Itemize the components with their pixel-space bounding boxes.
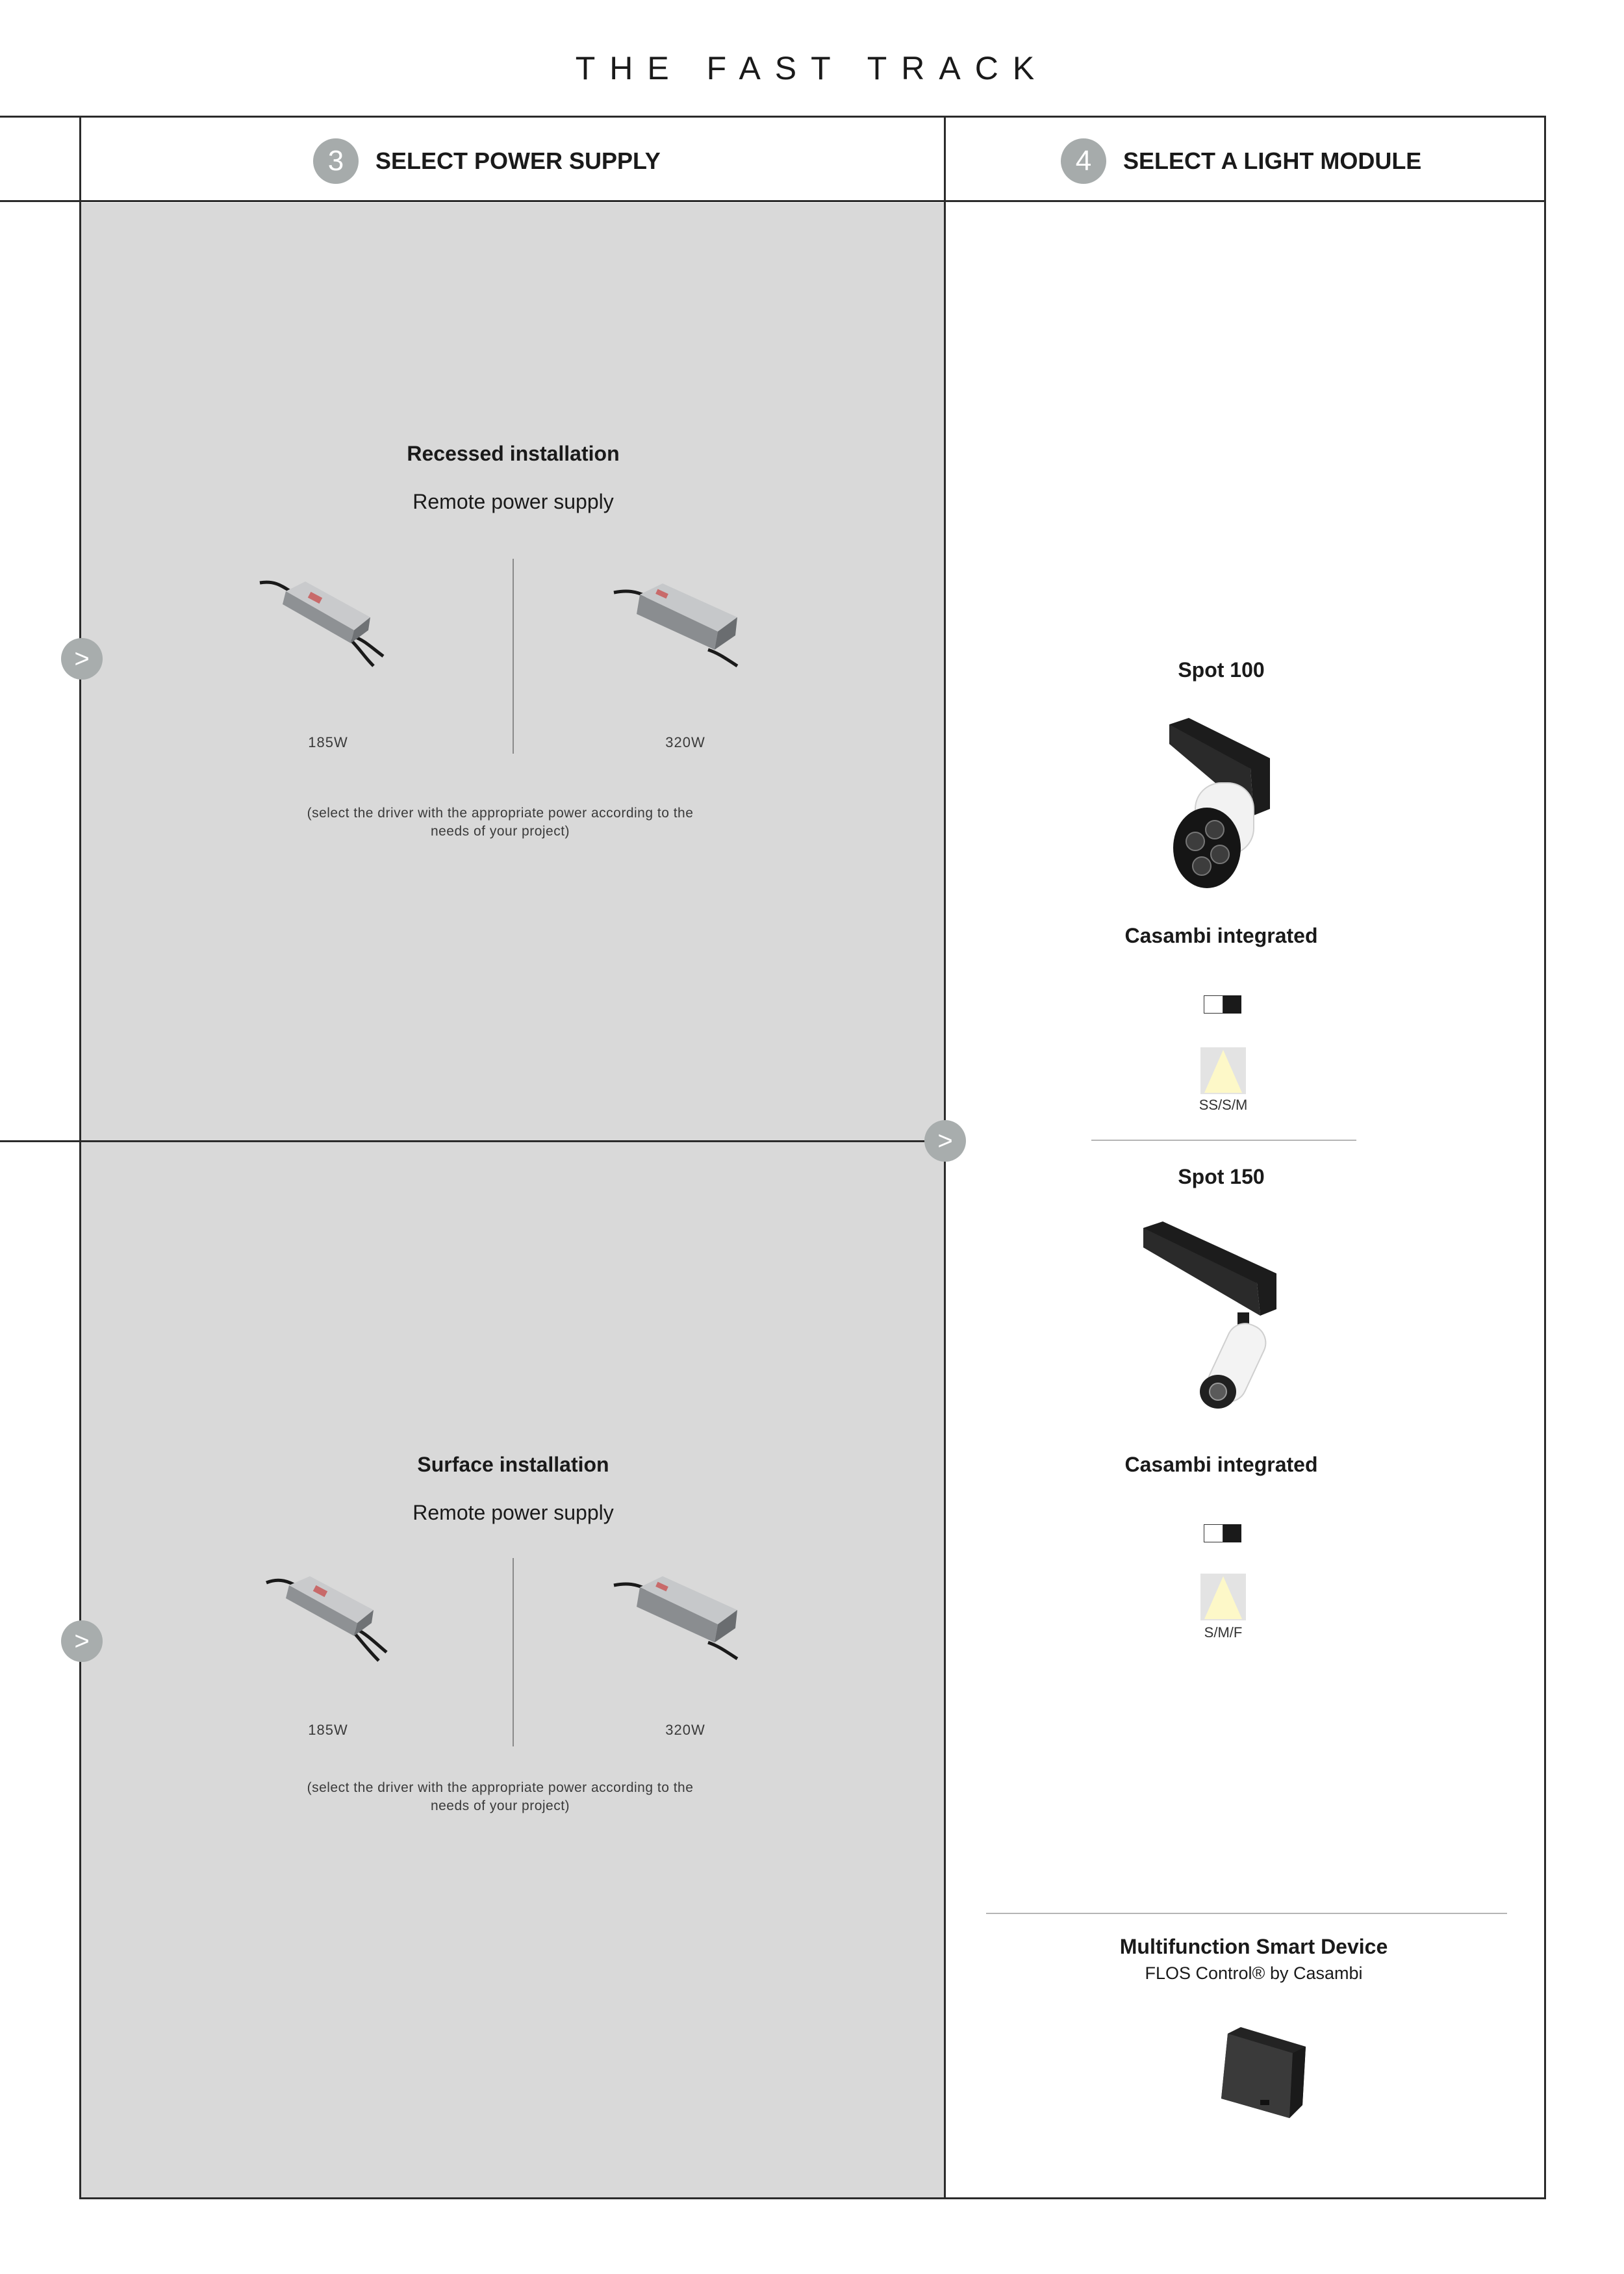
beam-angle-icon[interactable] [1200,1574,1246,1620]
module-separator [986,1913,1507,1914]
module-separator [1091,1140,1356,1141]
chevron-right-icon[interactable]: > [61,638,103,680]
power-supply-image [611,1571,754,1668]
step3-header [313,119,661,203]
step3-number-badge: 3 [313,138,359,184]
surface-heading: Surface installation [417,1453,609,1476]
surface-option-320w: 320W [665,1722,705,1738]
power-supply-image [257,575,400,672]
surface-note-line1: (select the driver with the appropriate power according to the [307,1780,694,1795]
table-bottom-rule [81,2197,1546,2199]
spot150-feature: Casambi integrated [1124,1453,1318,1476]
spot150-beams: S/M/F [1204,1624,1243,1641]
smart-device-subtitle: FLOS Control® by Casambi [1145,1963,1363,1983]
spot150-name: Spot 150 [1178,1165,1265,1188]
recessed-option-185w: 185W [308,734,348,750]
row-divider-rule [0,1140,946,1142]
recessed-note [247,804,754,841]
recessed-option-divider [513,559,514,754]
col-right-rule [1544,116,1546,2199]
smart-device-image [1215,2027,1312,2131]
spot-100-image [1156,718,1286,893]
recessed-note-line1: (select the driver with the appropriate power according to the [307,806,694,821]
recessed-option-320w: 320W [665,734,705,750]
recessed-subheading: Remote power supply [412,490,614,513]
step3-label: SELECT POWER SUPPLY [375,147,661,174]
surface-option-divider [513,1558,514,1746]
recessed-note-line2: needs of your project) [430,824,570,839]
page-title: THE FAST TRACK [575,50,1049,86]
surface-note [247,1779,754,1815]
finish-swatch-icon[interactable] [1204,1524,1241,1542]
step4-header [1061,119,1421,203]
step4-number-badge: 4 [1061,138,1106,184]
finish-swatch-icon[interactable] [1204,995,1241,1014]
table-top-rule [0,116,1546,118]
surface-option-185w: 185W [308,1722,348,1738]
spot100-feature: Casambi integrated [1124,924,1318,947]
recessed-heading: Recessed installation [407,442,620,465]
surface-note-line2: needs of your project) [430,1798,570,1813]
spot100-name: Spot 100 [1178,658,1265,682]
spot-150-image [1137,1221,1286,1416]
power-supply-image [263,1571,406,1668]
chevron-right-icon[interactable]: > [924,1120,966,1162]
surface-subheading: Remote power supply [412,1501,614,1524]
step4-label: SELECT A LIGHT MODULE [1123,147,1422,174]
spot100-beams: SS/S/M [1199,1097,1248,1113]
power-supply-image [611,578,754,676]
col-left-rule [79,116,81,2199]
beam-angle-icon[interactable] [1200,1047,1246,1094]
chevron-right-icon[interactable]: > [61,1620,103,1662]
smart-device-name: Multifunction Smart Device [1119,1935,1388,1958]
